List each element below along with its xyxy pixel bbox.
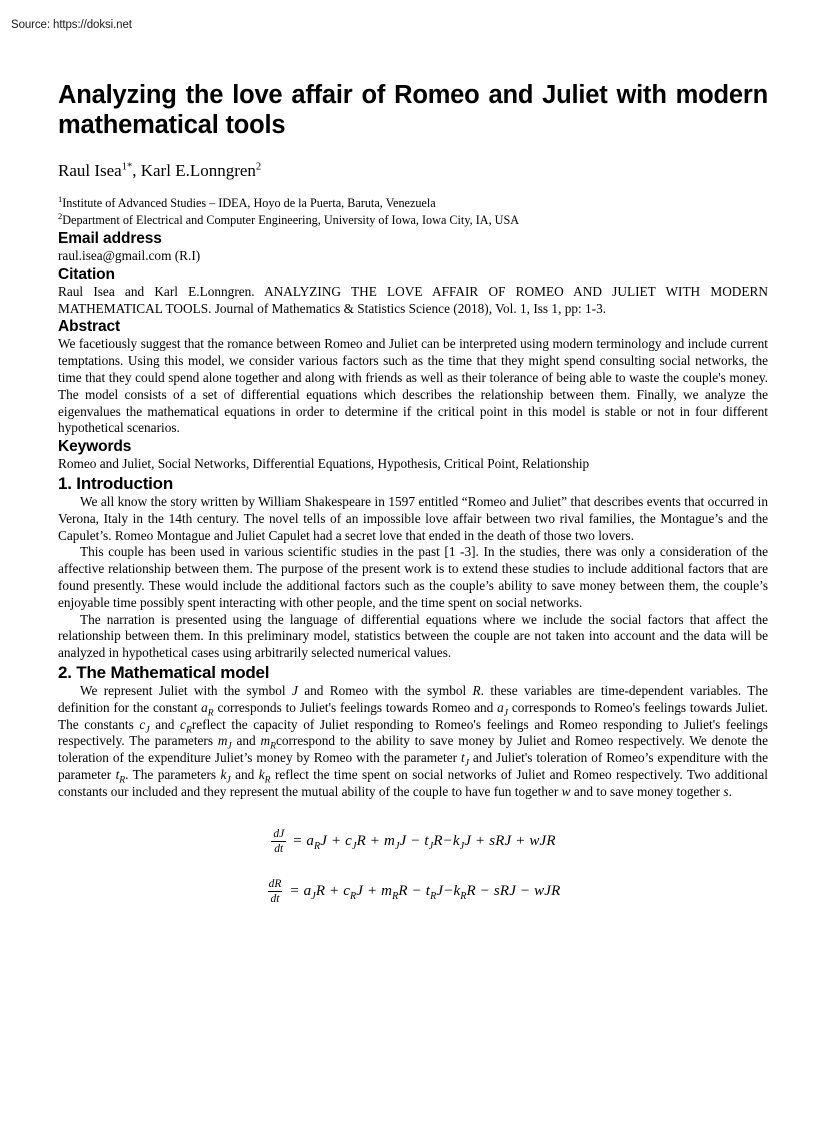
section-heading-introduction: 1. Introduction (58, 473, 174, 493)
equation-right-hand-side: = $a_JR + c_RJ + m_RR - t_RJ-k_RR$ − sRJ − wJR (289, 882, 561, 902)
author-list: Raul Isea$^{1*}$, Karl E.Lonngren$^2$ (58, 161, 262, 180)
section-heading-keywords: Keywords (58, 438, 132, 456)
section-heading-abstract: Abstract (58, 318, 121, 336)
affiliation-list (58, 195, 768, 229)
section-heading-email: Email address (58, 230, 162, 247)
source-watermark: Source: https://doksi.net (11, 19, 132, 31)
fraction-djdt (270, 828, 287, 855)
page-title: Analyzing the love affair of Romeo and Juliet with modern mathematical tools (58, 81, 768, 139)
abstract-text: We facetiously suggest that the romance between Romeo and Juliet can be interpreted using modern terminology and include current temptations. Using this model, we consider various factors such as the time that they might spend consulting social networks, the time that they could spend alone together and along with friends as well as their tolerance of being able to waste the couple's money. The model consists of a set of differential equations which describes the relationship between them. Finally, we analyze the eigenvalues the mathematical equations in order to determine if the critical point in this model is stable or not in four different hypothetical scenarios. (58, 336, 768, 436)
section-heading-mathematical-model: 2. The Mathematical model (58, 662, 270, 682)
fraction-numerator: dR (268, 877, 282, 890)
model-paragraph: We represent Juliet with the symbol J and Romeo with the symbol R. these variables are time-dependent variables. The definition for the constant $a_R$ corresponds to Juliet's feelings towards Romeo and $a_J$ corresponds to Romeo's feelings towards Juliet. The constants $c_J$ and $c_Rreflect$ the capacity of Juliet responding to Romeo's feelings and Romeo responding to Juliet's feelings respectively. The parameters $m_J$ and $m_Rcorrespond$ to the ability to save money by Juliet and Romeo respectively. We denote the toleration of the expenditure Juliet’s money by Romeo with the parameter $t_J$ and Juliet's toleration of Romeo’s expenditure with the parameter $t_R$. The parameters $k_J$ and $k_R$ reflect the time spent on social networks of Juliet and Romeo respectively. Two additional constants our included and they represent the mutual ability of the couple to have fun together w and to save money together s. (58, 682, 768, 799)
keywords-text: Romeo and Juliet, Social Networks, Differential Equations, Hypothesis, Critical Point, Relationship (58, 456, 590, 472)
equation-right-hand-side: = $a_RJ + c_JR + m_JJ - t_JR-k_JJ$ + sRJ + wJR (292, 832, 556, 852)
equation-drdt (58, 878, 768, 905)
citation-text: Raul Isea and Karl E.Lonngren. ANALYZING THE LOVE AFFAIR OF ROMEO AND JULIET WITH MODERN MATHEMATICAL TOOLS. Journal of Mathematics & Statistics Science (2018), Vol. 1, Iss 1, pp: 1-3. (58, 283, 768, 316)
fraction-denominator: dt (268, 891, 283, 905)
introduction-paragraph: The narration is presented using the language of differential equations where we include the social factors that affect the relationship between them. In this preliminary model, statistics between the couple are not taken into account and the data will be analyzed in hypothetical cases using arbitrarily selected numerical values. (58, 611, 768, 661)
section-heading-citation: Citation (58, 265, 115, 283)
fraction-drdt (266, 878, 285, 905)
email-address: raul.isea@gmail.com (R.I) (58, 248, 201, 263)
document-content (58, 80, 768, 905)
equation-djdt (58, 828, 768, 855)
affiliation-item: $^2$Department of Electrical and Computer Engineering, University of Iowa, Iowa City, IA, USA (58, 210, 520, 227)
affiliation-item: $^1$Institute of Advanced Studies – IDEA, Hoyo de la Puerta, Baruta, Venezuela (58, 193, 436, 210)
fraction-numerator: dJ (273, 827, 285, 840)
fraction-denominator: dt (271, 841, 286, 855)
equation-block (58, 828, 768, 905)
introduction-paragraph: This couple has been used in various scientific studies in the past [1 -3]. In the studies, there was only a consideration of the affective relationship between them. The purpose of the present work is to extend these studies to include additional factors that are found presently. These would include the additional factors such as the couple’s ability to save money between them, the couple’s enjoyable time possibly spent interacting with other people, and the time spent on social networks. (58, 544, 768, 610)
introduction-paragraph: We all know the story written by William Shakespeare in 1597 entitled “Romeo and Juliet” that describes events that occurred in Verona, Italy in the 14th century. The novel tells of an impossible love affair between two rival families, the Montague’s and the Capulet’s. Romeo Montague and Juliet Capulet had a secret love that ended in the death of those two lovers. (58, 493, 768, 543)
